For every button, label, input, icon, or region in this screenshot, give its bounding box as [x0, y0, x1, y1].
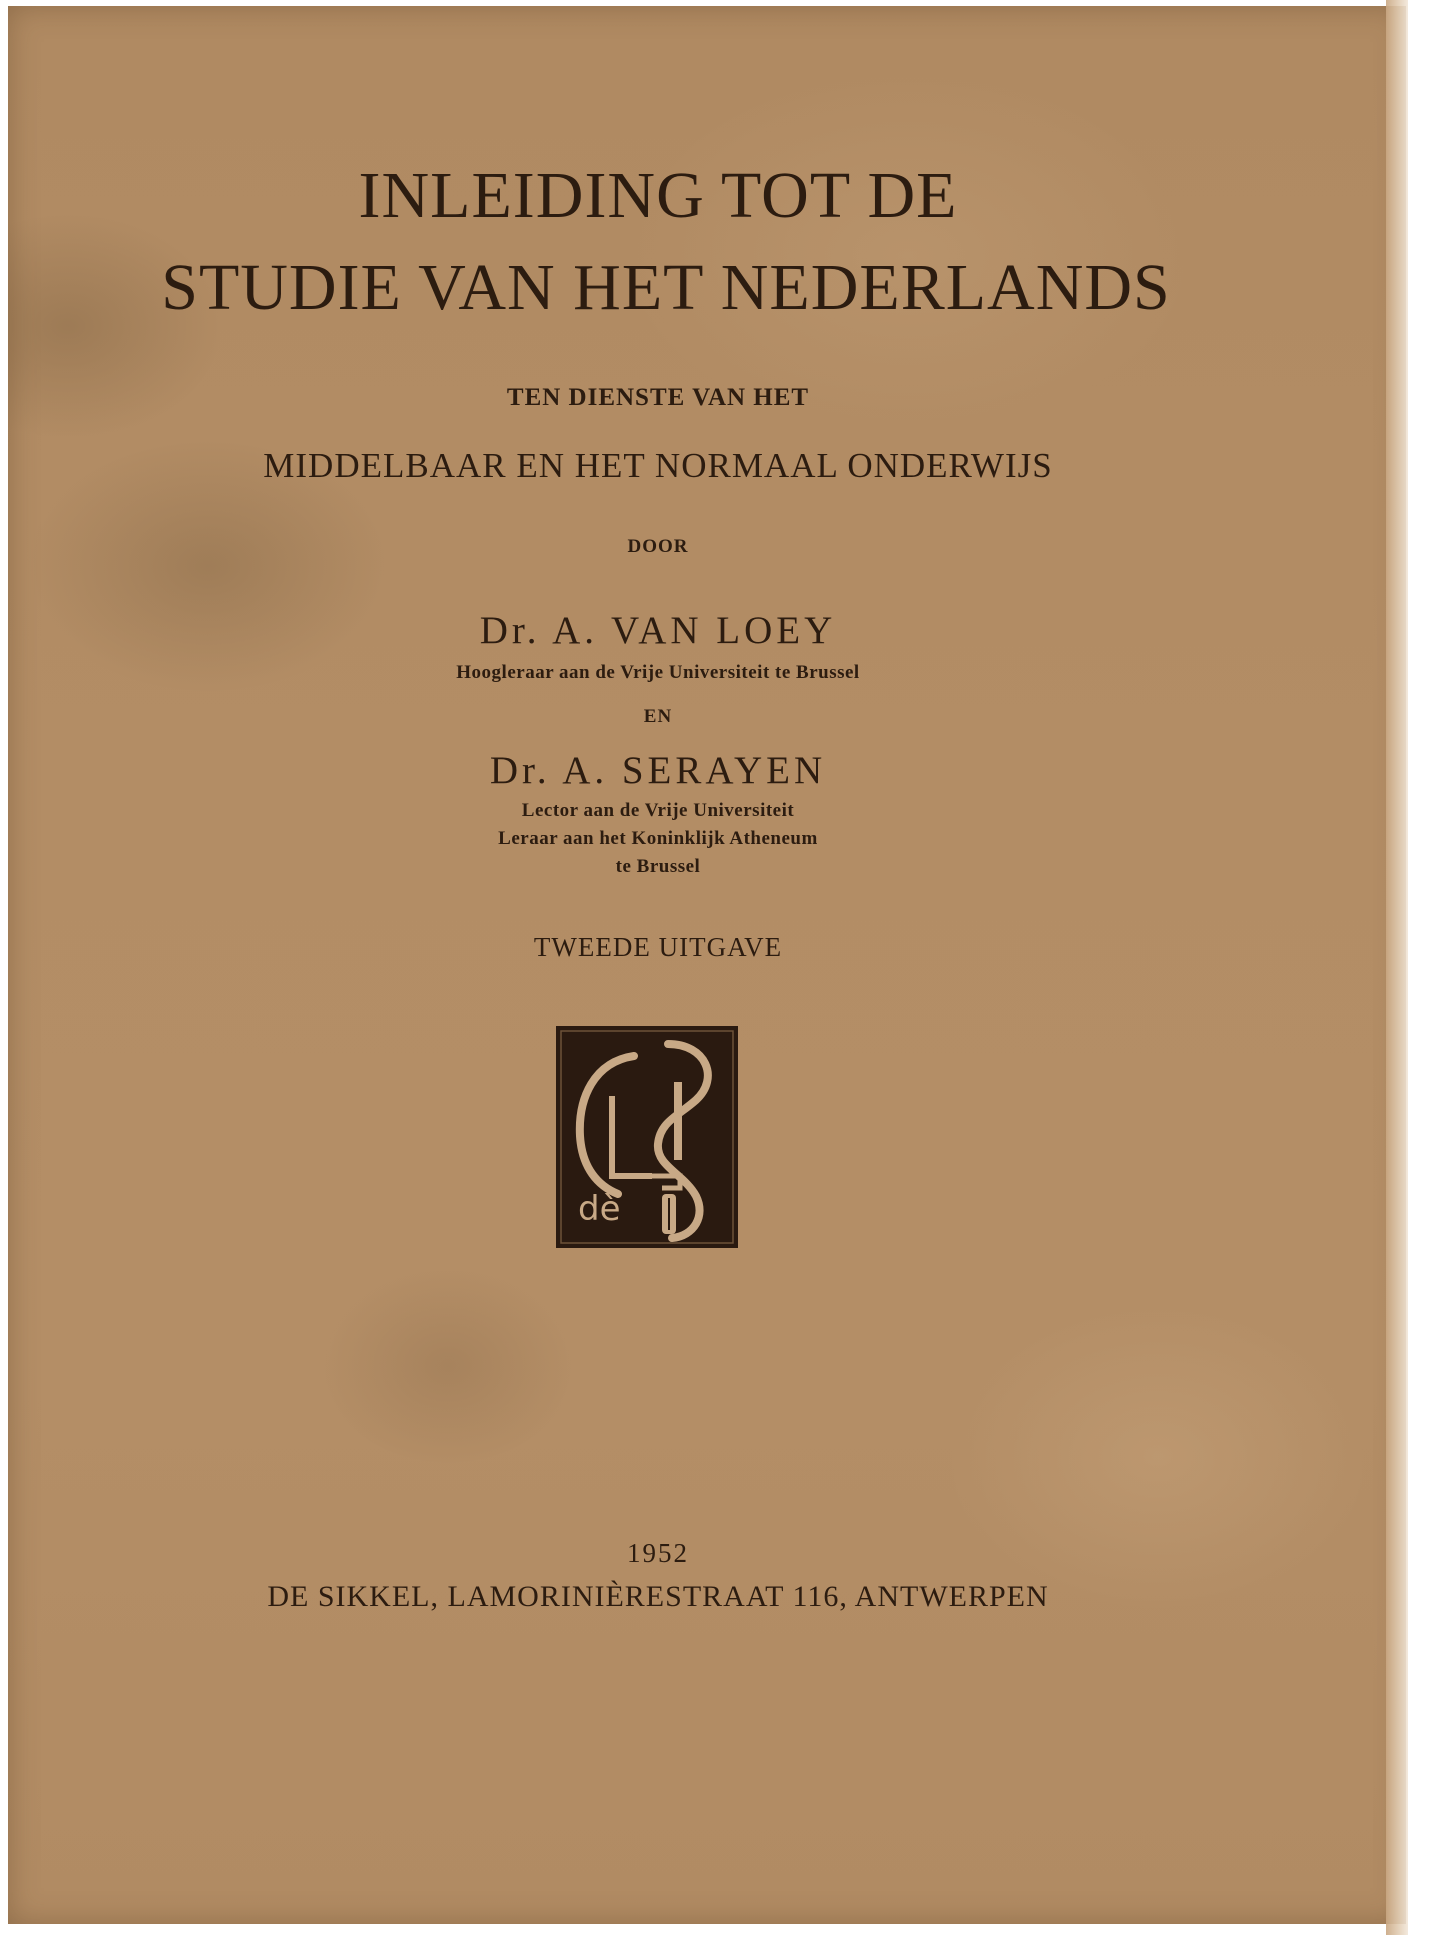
- publication-year: 1952: [627, 1538, 689, 1568]
- subtitle-line-2: MIDDELBAAR EN HET NORMAAL ONDERWIJS: [263, 446, 1053, 485]
- author-2-affiliation-line-2: Leraar aan het Koninklijk Atheneum: [498, 828, 818, 849]
- author-2-affiliation-line-1: Lector aan de Vrije Universiteit: [521, 800, 795, 821]
- author-2-name: Dr. A. SERAYEN: [489, 749, 827, 792]
- publisher-sickle-logo-icon: [556, 1026, 738, 1248]
- page-edge: [1386, 0, 1408, 1935]
- author-2-affiliation-line-3: te Brussel: [615, 856, 701, 877]
- edition-label: TWEEDE UITGAVE: [533, 932, 783, 962]
- title-line-1: INLEIDING TOT DE: [358, 159, 958, 232]
- and-label: EN: [643, 706, 673, 727]
- author-1-name: Dr. A. VAN LOEY: [479, 609, 837, 652]
- by-label: DOOR: [627, 536, 689, 557]
- author-1-affiliation: Hoogleraar aan de Vrije Universiteit te Brussel: [456, 662, 860, 683]
- subtitle-line-1: TEN DIENSTE VAN HET: [506, 384, 810, 411]
- logo-text: dè: [578, 1189, 621, 1229]
- publisher-address: DE SIKKEL, LAMORINIÈRESTRAAT 116, ANTWERPEN: [267, 1580, 1049, 1613]
- book-cover: [8, 6, 1406, 1924]
- title-line-2: STUDIE VAN HET NEDERLANDS: [161, 251, 1171, 324]
